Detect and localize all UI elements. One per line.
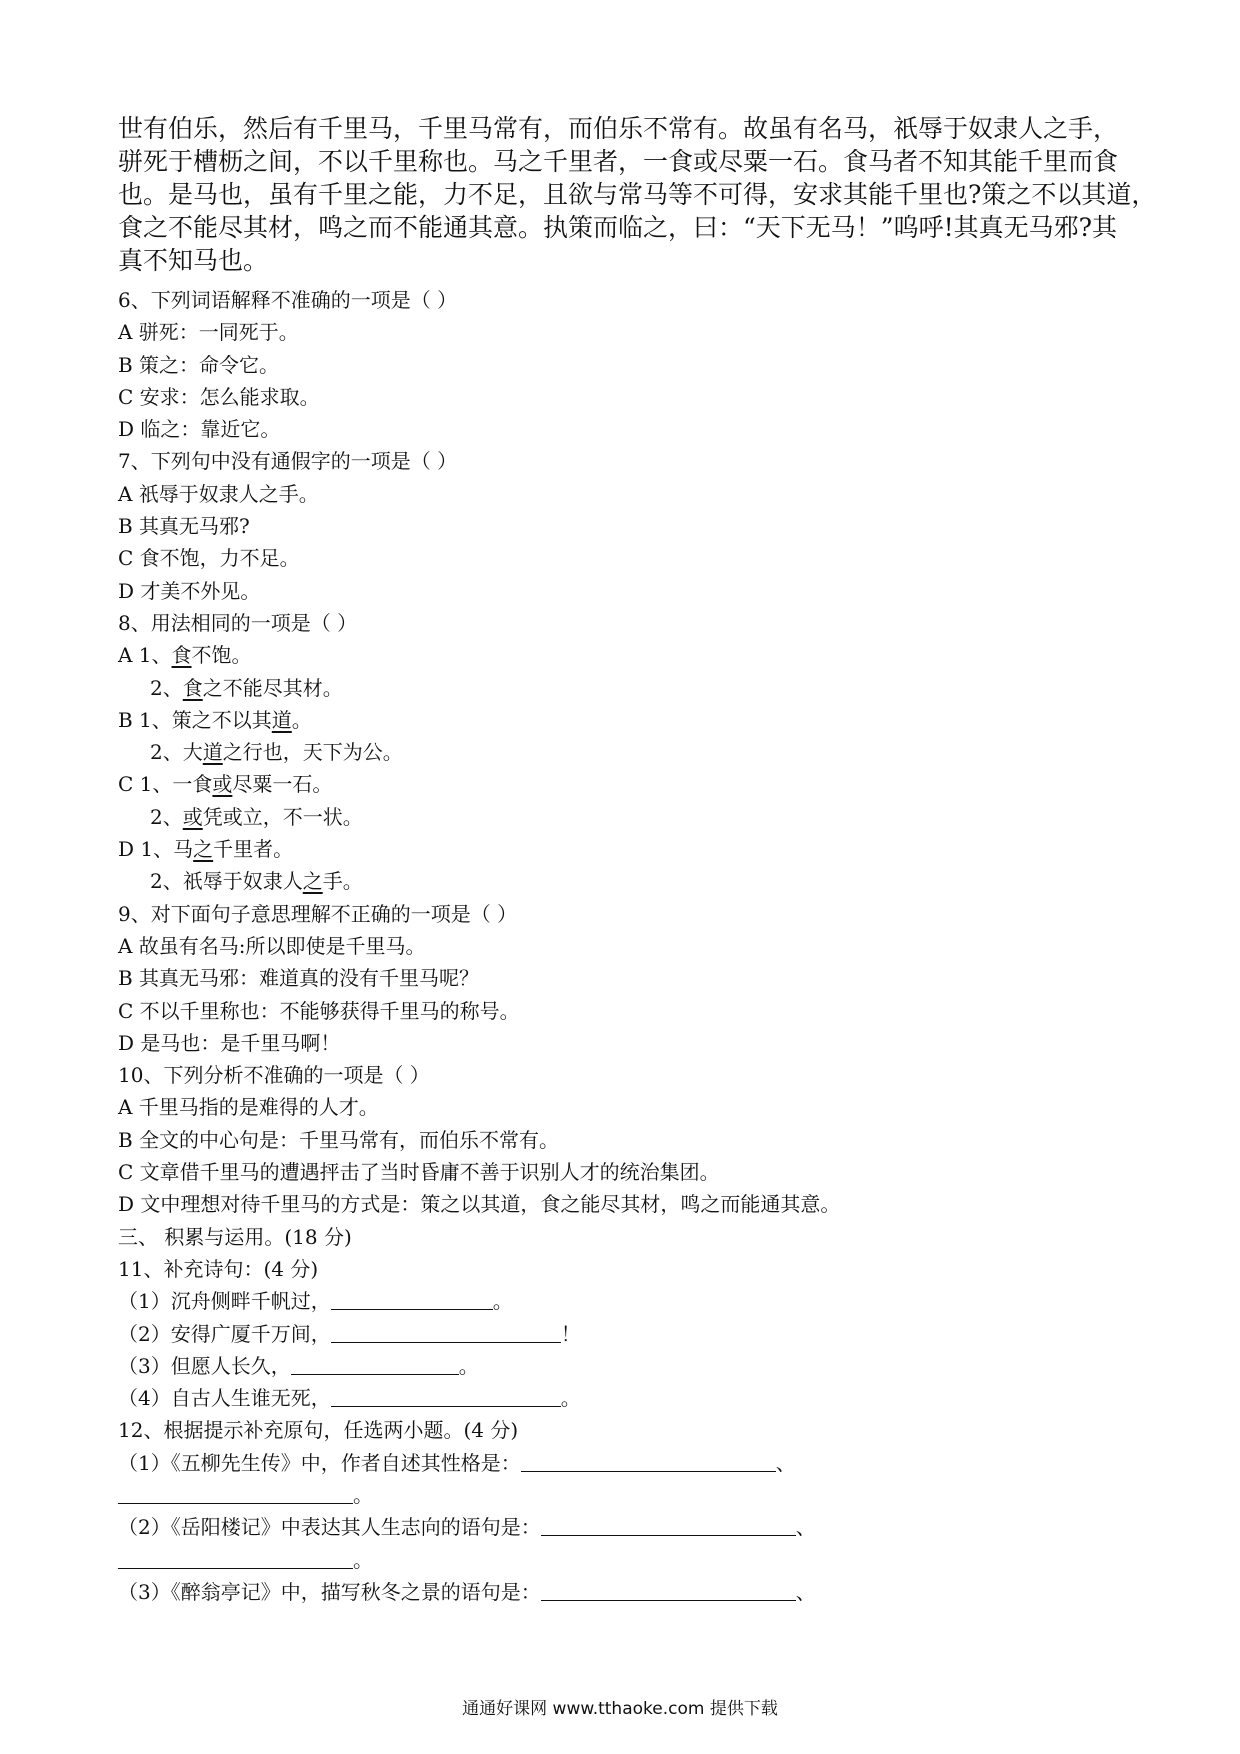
option-label: B 1、: [118, 707, 172, 732]
question-8-stem: 8、用法相同的一项是（ ）: [118, 610, 358, 635]
question-8-option-b-1: [118, 704, 1130, 736]
question-12-line-2: [118, 1511, 1130, 1543]
passage-line: 真不知马也。: [118, 246, 269, 275]
question-11-line-4: [118, 1382, 1130, 1414]
question-8-option-c-1: [118, 768, 1130, 800]
question-6-option-a: A 骈死：一同死于。: [118, 320, 299, 345]
classical-passage: [118, 112, 1157, 277]
sentence-prefix: 一食: [172, 772, 213, 797]
prompt: （3）《醉翁亭记》中，描写秋冬之景的语句是：: [118, 1579, 541, 1604]
option-label: A 1、: [118, 643, 172, 668]
option-label: D 1、: [118, 837, 174, 862]
question-6-option-d: D 临之：靠近它。: [118, 417, 281, 442]
sentence-rest: 之不能尽其材。: [202, 675, 343, 700]
question-8-option-a-2: [118, 672, 1130, 704]
question-12-line-3: [118, 1576, 1130, 1608]
question-9-option-a: A 故虽有名马:所以即使是千里马。: [118, 933, 426, 958]
question-7-option-b: B 其真无马邪?: [118, 514, 250, 539]
answer-blank[interactable]: [118, 1481, 353, 1504]
answer-blank[interactable]: [541, 1578, 796, 1601]
underlined-word: 之: [193, 837, 214, 862]
sentence-rest: 凭或立，不一状。: [202, 804, 363, 829]
question-8-option-c-2: [118, 801, 1130, 833]
question-11-line-2: [118, 1318, 1130, 1350]
page-footer: 通通好课网 www.tthaoke.com 提供下载: [462, 1699, 778, 1719]
question-12-line-1-continued: [118, 1479, 1130, 1511]
punctuation: 。: [492, 1289, 513, 1314]
question-10-option-d: D 文中理想对待千里马的方式是：策之以其道，食之能尽其材，鸣之而能通其意。: [118, 1192, 841, 1217]
question-11-line-1: [118, 1285, 1130, 1317]
question-6-option-b: B 策之：命令它。: [118, 352, 280, 377]
punctuation: 。: [560, 1386, 581, 1411]
sentence-rest: 尽粟一石。: [232, 772, 333, 797]
answer-blank[interactable]: [118, 1546, 353, 1569]
answer-blank[interactable]: [331, 1384, 561, 1407]
underlined-word: 或: [212, 772, 233, 797]
question-6-option-c: C 安求：怎么能求取。: [118, 384, 320, 409]
punctuation: 。: [353, 1547, 373, 1572]
question-10-option-c: C 文章借千里马的遭遇抨击了当时昏庸不善于识别人才的统治集团。: [118, 1160, 720, 1185]
question-12-line-2-continued: [118, 1544, 1130, 1576]
question-7-option-c: C 食不饱，力不足。: [118, 546, 300, 571]
answer-blank[interactable]: [521, 1449, 776, 1472]
punctuation: 。: [353, 1482, 373, 1507]
question-8-option-b-2: [118, 736, 1130, 768]
question-10-stem: 10、下列分析不准确的一项是（ ）: [118, 1063, 430, 1088]
passage-line: 世有伯乐，然后有千里马，千里马常有，而伯乐不常有。故虽有名马，祇辱于奴隶人之手，: [118, 114, 1119, 143]
separator: 、: [775, 1450, 796, 1475]
poem-prompt: （2）安得广厦千万间，: [118, 1321, 331, 1346]
question-12-line-1: [118, 1447, 1130, 1479]
question-10-option-a: A 千里马指的是难得的人才。: [118, 1095, 379, 1120]
passage-line: 骈死于槽枥之间，不以千里称也。马之千里者，一食或尽粟一石。食马者不知其能千里而食: [118, 147, 1119, 176]
passage-line: 也。是马也，虽有千里之能，力不足，且欲与常马等不可得，安求其能千里也?策之不以其道，: [118, 180, 1157, 209]
answer-blank[interactable]: [331, 1320, 561, 1343]
question-10-option-b: B 全文的中心句是：千里马常有，而伯乐不常有。: [118, 1127, 560, 1152]
option-label: C 1、: [118, 772, 173, 797]
underlined-word: 食: [171, 643, 192, 668]
question-8-option-d-2: [118, 865, 1130, 897]
sentence-prefix: 策之不以其: [171, 707, 272, 732]
question-7-option-a: A 祇辱于奴隶人之手。: [118, 481, 319, 506]
passage-line: 食之不能尽其材，鸣之而不能通其意。执策而临之，曰：“天下无马！”呜呼!其真无马邪?其: [118, 213, 1118, 242]
underlined-word: 道: [271, 707, 292, 732]
answer-blank[interactable]: [331, 1287, 493, 1310]
underlined-word: 道: [202, 740, 223, 765]
question-8-option-d-1: [118, 833, 1130, 865]
sentence-prefix: 2、大: [150, 740, 203, 765]
punctuation: 。: [458, 1353, 479, 1378]
sentence-rest: 千里者。: [213, 837, 294, 862]
underlined-word: 或: [182, 804, 203, 829]
sentence-prefix: 2、: [150, 804, 183, 829]
sentence-prefix: 2、: [150, 675, 183, 700]
poem-prompt: （1）沉舟侧畔千帆过，: [118, 1289, 331, 1314]
question-11-stem: 11、补充诗句：(4 分): [118, 1256, 319, 1281]
question-8-option-a-1: [118, 639, 1130, 671]
question-7-stem: 7、下列句中没有通假字的一项是（ ）: [118, 449, 458, 474]
prompt: （1）《五柳先生传》中，作者自述其性格是：: [118, 1450, 521, 1475]
separator: 、: [795, 1579, 816, 1604]
sentence-rest: 。: [291, 707, 312, 732]
question-9-option-b: B 其真无马邪：难道真的没有千里马呢？: [118, 966, 480, 991]
punctuation: ！: [560, 1321, 581, 1346]
question-12-stem: 12、根据提示补充原句，任选两小题。(4 分): [118, 1418, 519, 1443]
question-11-line-3: [118, 1350, 1130, 1382]
sentence-prefix: 2、祇辱于奴隶人: [150, 869, 303, 894]
separator: 、: [795, 1515, 816, 1540]
sentence-rest: 手。: [322, 869, 363, 894]
underlined-word: 之: [302, 869, 323, 894]
questions: [118, 284, 1130, 1608]
prompt: （2）《岳阳楼记》中表达其人生志向的语句是：: [118, 1515, 541, 1540]
answer-blank[interactable]: [541, 1513, 796, 1536]
question-6-stem: 6、下列词语解释不准确的一项是（ ）: [118, 288, 458, 312]
sentence-rest: 不饱。: [191, 643, 252, 668]
sentence-prefix: 马: [173, 837, 194, 862]
question-9-stem: 9、对下面句子意思理解不正确的一项是（ ）: [118, 901, 518, 926]
question-9-option-d: D 是马也：是千里马啊！: [118, 1030, 341, 1055]
sentence-rest: 之行也，天下为公。: [222, 740, 403, 765]
answer-blank[interactable]: [291, 1352, 459, 1375]
poem-prompt: （4）自古人生谁无死，: [118, 1386, 331, 1411]
section-3-heading: 三、 积累与运用。(18 分): [118, 1224, 352, 1249]
underlined-word: 食: [182, 675, 203, 700]
question-9-option-c: C 不以千里称也：不能够获得千里马的称号。: [118, 998, 520, 1023]
question-7-option-d: D 才美不外见。: [118, 578, 261, 603]
poem-prompt: （3）但愿人长久，: [118, 1353, 291, 1378]
